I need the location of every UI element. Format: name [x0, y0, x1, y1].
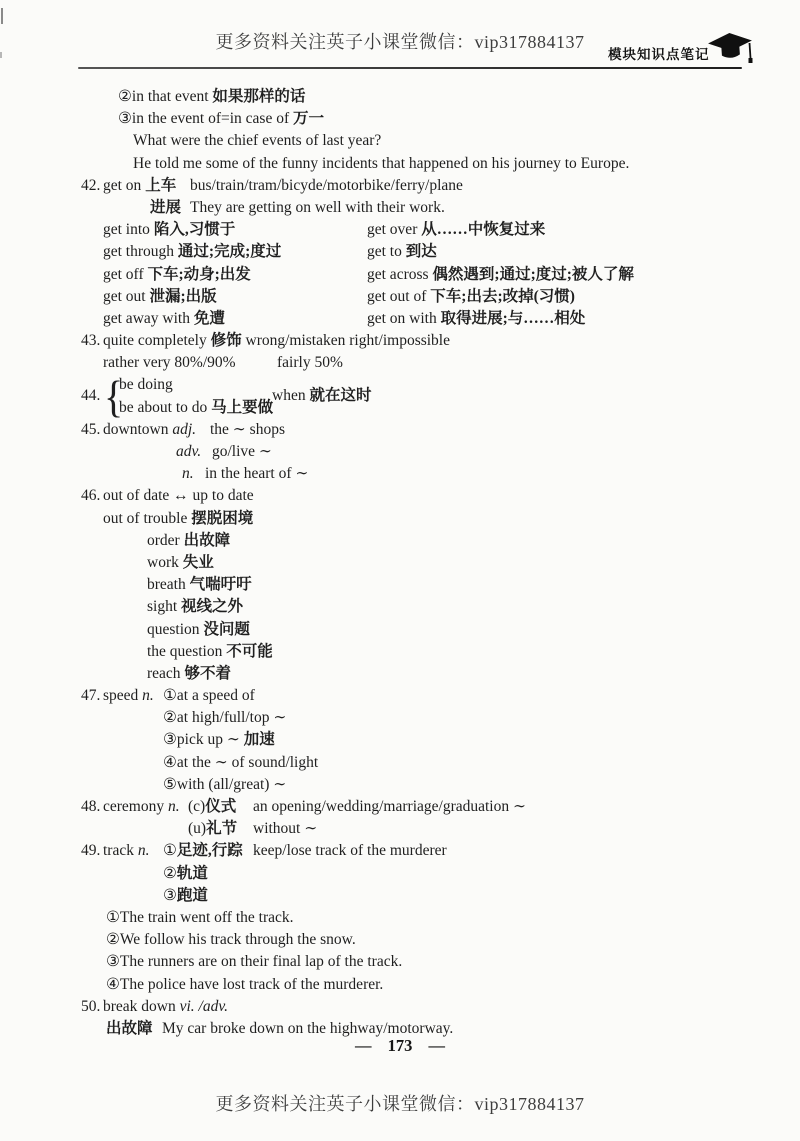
text-line	[0, 885, 800, 907]
text-run	[253, 796, 526, 818]
text-run	[367, 264, 634, 286]
text-run	[147, 574, 252, 596]
text-segment: ②at high/full/top ∼	[163, 709, 287, 727]
text-segment: 气喘吁吁	[189, 576, 252, 594]
text-segment: (c)	[188, 798, 206, 816]
text-segment: 失业	[182, 553, 214, 571]
text-run	[106, 974, 383, 996]
text-segment: wrong/mistaken right/impossible	[241, 332, 450, 350]
text-segment: 偶然遇到;通过;度过;被人了解	[432, 265, 634, 283]
text-segment: 仪式	[205, 798, 237, 816]
text-segment: get across	[367, 265, 433, 283]
text-run	[163, 685, 255, 707]
text-run	[103, 840, 149, 862]
text-segment: be doing	[119, 376, 173, 394]
text-line	[0, 153, 800, 175]
text-line	[0, 863, 800, 885]
text-run	[103, 175, 176, 197]
text-run	[147, 619, 250, 641]
text-segment: without ∼	[253, 820, 318, 838]
text-line	[0, 286, 800, 308]
text-line	[0, 175, 800, 197]
text-line	[0, 441, 800, 463]
watermark-bottom: 更多资料关注英子小课堂微信：vip317884137	[215, 1094, 585, 1114]
text-line	[0, 419, 800, 441]
text-line	[0, 574, 800, 596]
entry-number: 43.	[81, 332, 101, 350]
text-segment: get through	[103, 243, 178, 261]
text-segment: quite completely	[103, 332, 211, 350]
text-segment: an opening/wedding/marriage/graduation ∼	[253, 798, 526, 816]
text-run	[103, 996, 228, 1018]
text-run	[212, 441, 272, 463]
text-run	[253, 840, 447, 862]
brace-rows	[119, 374, 273, 418]
text-segment: ②We follow his track through the snow.	[106, 931, 356, 949]
text-segment: be about to do	[119, 398, 212, 416]
text-line	[0, 530, 800, 552]
brace-entry	[0, 370, 800, 422]
text-run	[163, 729, 275, 751]
text-segment: breath	[147, 576, 190, 594]
entry-number: 49.	[81, 842, 101, 860]
content-lines	[0, 86, 800, 1040]
text-segment: in the heart of ∼	[205, 465, 309, 483]
text-segment: 取得进展;与……相处	[440, 309, 586, 327]
text-segment: 如果那样的话	[212, 88, 306, 105]
text-segment: 到达	[405, 243, 437, 261]
text-run	[253, 818, 317, 840]
text-segment: get away with	[103, 309, 194, 327]
text-line	[119, 397, 273, 419]
text-line	[119, 374, 273, 396]
text-segment: get on with	[367, 309, 441, 327]
text-run	[147, 663, 231, 685]
text-segment: He told me some of the funny incidents that happened on his journey to Europe.	[133, 154, 630, 172]
brand-title: 模块知识点笔记	[608, 47, 710, 62]
text-line	[0, 197, 800, 219]
text-segment: the ∼ shops	[210, 420, 285, 438]
text-segment: ④The police have lost track of the murderer.	[106, 975, 384, 993]
text-line	[0, 818, 800, 840]
text-run	[103, 241, 281, 263]
text-segment: ③	[163, 886, 177, 904]
text-segment: 出故障	[183, 531, 231, 549]
text-segment: ⑤with (all/great) ∼	[163, 775, 287, 793]
text-segment: downtown	[103, 420, 173, 438]
text-segment: 没问题	[203, 620, 250, 638]
text-segment: ①The train went off the track.	[106, 908, 294, 926]
text-segment: 万一	[293, 110, 325, 128]
text-segment: fairly 50%	[277, 354, 343, 372]
text-segment: n.	[142, 687, 154, 705]
text-run	[163, 840, 243, 862]
text-run	[272, 385, 371, 407]
text-run	[150, 197, 181, 219]
entry-number: 48.	[81, 798, 101, 816]
text-line	[0, 729, 800, 751]
text-segment: break down	[103, 997, 180, 1015]
text-segment: 从……中恢复过来	[421, 221, 546, 239]
text-segment: out of date ↔ up to date	[103, 487, 254, 505]
text-run	[106, 951, 402, 973]
brand	[608, 33, 755, 65]
text-segment: 通过;完成;度过	[177, 243, 282, 261]
entry-number: 50.	[81, 997, 101, 1015]
text-segment: adv.	[176, 443, 202, 461]
text-line	[0, 907, 800, 929]
text-segment: ②	[163, 864, 177, 882]
text-segment: n.	[137, 842, 150, 860]
text-segment: 免遭	[193, 309, 225, 327]
text-run	[163, 863, 208, 885]
text-segment: order	[147, 531, 184, 549]
entry-number: 44.	[81, 387, 101, 405]
text-run	[367, 286, 575, 308]
entry-number: 42.	[81, 176, 101, 194]
text-run	[147, 596, 243, 618]
text-line	[0, 596, 800, 618]
text-run	[182, 463, 194, 485]
text-run	[277, 352, 343, 374]
text-line	[0, 996, 800, 1018]
text-run	[103, 796, 180, 818]
text-segment: out of trouble	[103, 509, 192, 527]
text-line	[0, 663, 800, 685]
text-segment: 陷入,习惯于	[153, 221, 236, 239]
entry-number: 46.	[81, 487, 101, 505]
text-line	[0, 552, 800, 574]
text-run	[118, 86, 305, 108]
text-segment: What were the chief events of last year?	[133, 132, 382, 150]
text-segment: question	[147, 620, 204, 638]
text-run	[367, 308, 585, 330]
text-segment: get to	[367, 243, 406, 261]
text-line	[0, 685, 800, 707]
text-segment: 下车;动身;出发	[147, 265, 251, 283]
text-line	[0, 130, 800, 152]
text-segment: get out	[103, 287, 150, 305]
text-segment: when	[272, 387, 310, 405]
text-line	[0, 619, 800, 641]
text-run	[103, 508, 253, 530]
text-line	[0, 707, 800, 729]
text-segment: work	[147, 553, 183, 571]
text-segment: 礼节	[206, 820, 238, 838]
text-segment: get over	[367, 221, 422, 239]
text-segment: ③in the event of=in case of	[118, 110, 293, 128]
text-segment: get out of	[367, 287, 431, 305]
text-run	[118, 108, 324, 130]
text-segment: 马上要做	[211, 398, 274, 416]
text-segment: ④at the ∼ of sound/light	[163, 753, 319, 771]
text-run	[163, 885, 208, 907]
text-segment: 加速	[243, 731, 275, 749]
text-segment: 出故障	[106, 1019, 153, 1037]
text-run	[103, 308, 225, 330]
text-run	[367, 219, 545, 241]
text-segment: 跑道	[176, 886, 208, 904]
text-run	[367, 241, 437, 263]
text-line	[0, 774, 800, 796]
text-segment: adj.	[172, 420, 197, 438]
header-divider	[78, 67, 742, 69]
entry-number: 45.	[81, 420, 101, 438]
text-segment: 上车	[145, 176, 177, 194]
text-segment: get off	[103, 265, 148, 283]
text-segment: ①	[163, 842, 177, 860]
text-run	[106, 929, 356, 951]
text-line	[0, 463, 800, 485]
text-line	[0, 974, 800, 996]
text-run	[188, 818, 237, 840]
text-segment: sight	[147, 598, 182, 616]
text-line	[0, 929, 800, 951]
text-segment: get on	[103, 176, 146, 194]
watermark-top: 更多资料关注英子小课堂微信：vip317884137	[215, 32, 585, 52]
text-segment: ③The runners are on their final lap of the track.	[106, 953, 403, 971]
text-line	[0, 752, 800, 774]
page-number: — 173 —	[355, 1036, 445, 1055]
brace-icon: {	[104, 370, 124, 422]
text-run	[103, 685, 154, 707]
text-run	[103, 219, 235, 241]
text-segment: 轨道	[176, 864, 208, 882]
text-segment: They are getting on well with their work.	[190, 198, 445, 216]
text-segment: n.	[182, 465, 194, 483]
text-line	[0, 508, 800, 530]
text-line	[0, 86, 800, 108]
text-line	[0, 330, 800, 352]
text-segment: ②in that event	[118, 88, 213, 105]
text-segment: the question	[147, 642, 227, 660]
text-run	[133, 130, 381, 152]
text-segment: get into	[103, 221, 154, 239]
text-run	[103, 264, 251, 286]
text-run	[176, 441, 201, 463]
text-run	[103, 330, 450, 352]
text-run	[210, 419, 285, 441]
text-line	[0, 951, 800, 973]
text-segment: My car broke down on the highway/motorway.	[162, 1019, 454, 1037]
text-run	[147, 530, 230, 552]
text-line	[0, 241, 800, 263]
text-segment: 下车;出去;改掉(习惯)	[430, 287, 575, 305]
text-line	[0, 219, 800, 241]
text-segment: 修饰	[210, 332, 242, 350]
text-segment: 就在这时	[309, 387, 372, 405]
text-segment: 够不着	[184, 664, 231, 682]
text-segment: speed	[103, 687, 143, 705]
text-segment: track	[103, 842, 138, 860]
text-run	[133, 153, 629, 175]
text-line	[0, 796, 800, 818]
text-run	[163, 774, 286, 796]
text-segment: 足迹,行踪	[176, 842, 243, 860]
text-run	[147, 641, 273, 663]
text-segment: 视线之外	[181, 598, 244, 616]
text-run	[147, 552, 214, 574]
text-run	[163, 752, 318, 774]
text-segment: 进展	[150, 198, 182, 216]
text-run	[205, 463, 308, 485]
text-segment: ①at a speed of	[163, 687, 255, 705]
text-segment: 泄漏;出版	[149, 287, 217, 305]
text-line	[0, 264, 800, 286]
text-segment: reach	[147, 664, 185, 682]
text-run	[106, 907, 293, 929]
text-segment: vi. /adv.	[179, 997, 228, 1015]
entry-number: 47.	[81, 687, 101, 705]
scan-artifact	[1, 8, 3, 24]
text-segment: ceremony	[103, 798, 168, 816]
text-segment: ③pick up ∼	[163, 731, 244, 749]
text-run	[103, 286, 217, 308]
text-line	[0, 641, 800, 663]
text-run	[190, 175, 463, 197]
graduation-cap-icon	[707, 32, 755, 66]
text-run	[103, 485, 254, 507]
text-run	[190, 197, 445, 219]
text-line	[0, 485, 800, 507]
text-run	[103, 419, 196, 441]
text-segment: rather very 80%/90%	[103, 354, 236, 372]
text-run	[188, 796, 236, 818]
text-segment: keep/lose track of the murderer	[253, 842, 447, 860]
text-segment: bus/train/tram/bicyde/motorbike/ferry/plane	[190, 176, 463, 194]
text-segment: 摆脱困境	[191, 509, 254, 527]
text-segment: (u)	[188, 820, 207, 838]
text-run	[163, 707, 286, 729]
text-line	[0, 308, 800, 330]
text-line	[0, 840, 800, 862]
text-segment: go/live ∼	[212, 443, 272, 461]
text-segment: 不可能	[226, 642, 273, 660]
text-segment: n.	[167, 798, 180, 816]
text-line	[0, 108, 800, 130]
